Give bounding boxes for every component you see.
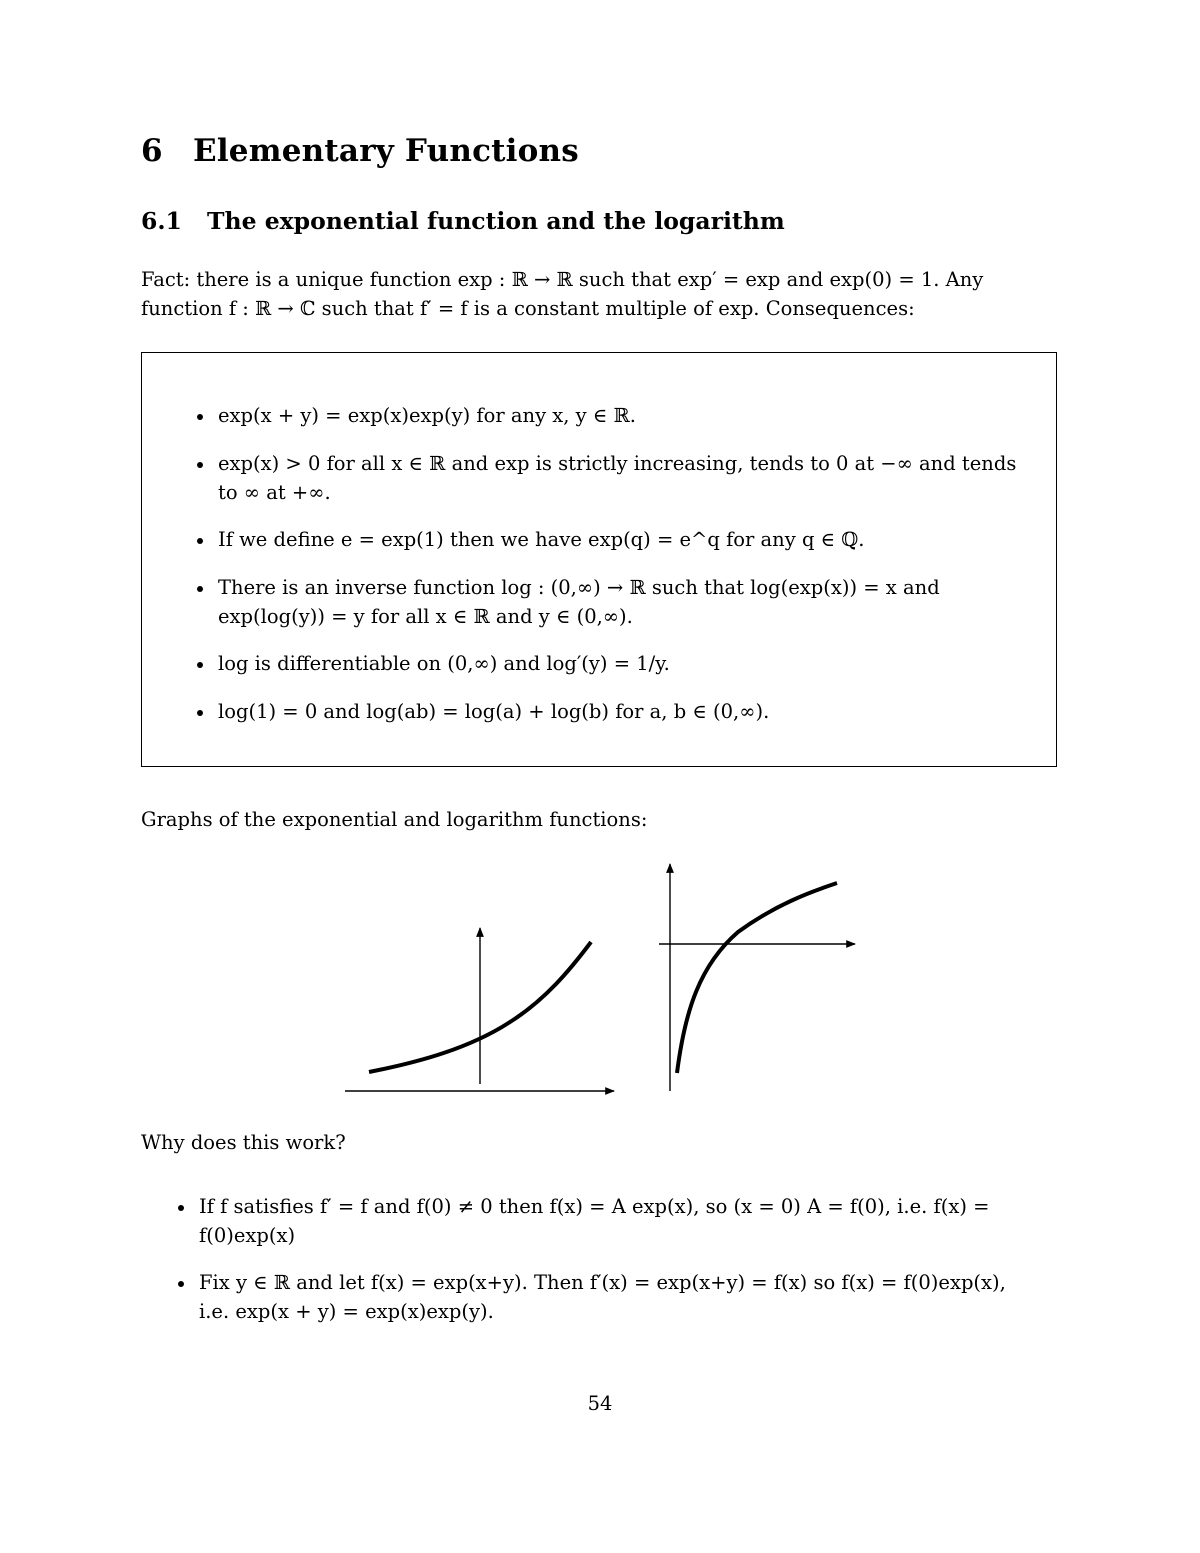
why-line: If f satisfies f′ = f and f(0) ≠ 0 then f(x) = A exp(x), so (x = 0) A = f(0), i.e. f(x) = [199, 1195, 990, 1218]
subsection-number: 6.1 [141, 207, 182, 235]
consequence-line: There is an inverse function log : (0,∞) → ℝ such that log(exp(x)) = x and [218, 576, 940, 599]
page-number: 54 [587, 1392, 613, 1415]
exp-graph [345, 928, 614, 1091]
consequence-line: log(1) = 0 and log(ab) = log(a) + log(b) for a, b ∈ (0,∞). [218, 700, 770, 723]
log-graph [659, 864, 855, 1091]
consequence-line: exp(x) > 0 for all x ∈ ℝ and exp is strictly increasing, tends to 0 at −∞ and tends [218, 452, 1017, 475]
section-number: 6 [141, 133, 163, 169]
intro-line-1: Fact: there is a unique function exp : ℝ → ℝ such that exp′ = exp and exp(0) = 1. Any [141, 268, 984, 291]
why-item [199, 1269, 1006, 1326]
intro-line-2: function f : ℝ → ℂ such that f′ = f is a constant multiple of exp. Consequences: [141, 296, 915, 320]
why-item [199, 1193, 990, 1250]
bullet-icon [178, 1205, 184, 1211]
consequence-line: to ∞ at +∞. [218, 480, 331, 504]
consequence-line: exp(log(y)) = y for all x ∈ ℝ and y ∈ (0,∞). [218, 604, 633, 628]
why-line: i.e. exp(x + y) = exp(x)exp(y). [199, 1299, 494, 1323]
why-heading: Why does this work? [141, 1131, 346, 1154]
why-line: f(0)exp(x) [199, 1223, 296, 1247]
consequence-line: log is differentiable on (0,∞) and log′(y) = 1/y. [218, 652, 670, 675]
log-curve [677, 883, 837, 1073]
why-line: Fix y ∈ ℝ and let f(x) = exp(x+y). Then f′(x) = exp(x+y) = f(x) so f(x) = f(0)exp(x), [199, 1271, 1006, 1294]
bullet-icon [178, 1281, 184, 1287]
consequence-line: If we define e = exp(1) then we have exp(q) = e^q for any q ∈ ℚ. [218, 528, 865, 551]
section-title: Elementary Functions [193, 133, 579, 169]
graphs-caption: Graphs of the exponential and logarithm functions: [141, 808, 648, 831]
subsection-title: The exponential function and the logarithm [207, 207, 785, 235]
consequence-line: exp(x + y) = exp(x)exp(y) for any x, y ∈ ℝ. [218, 404, 636, 427]
